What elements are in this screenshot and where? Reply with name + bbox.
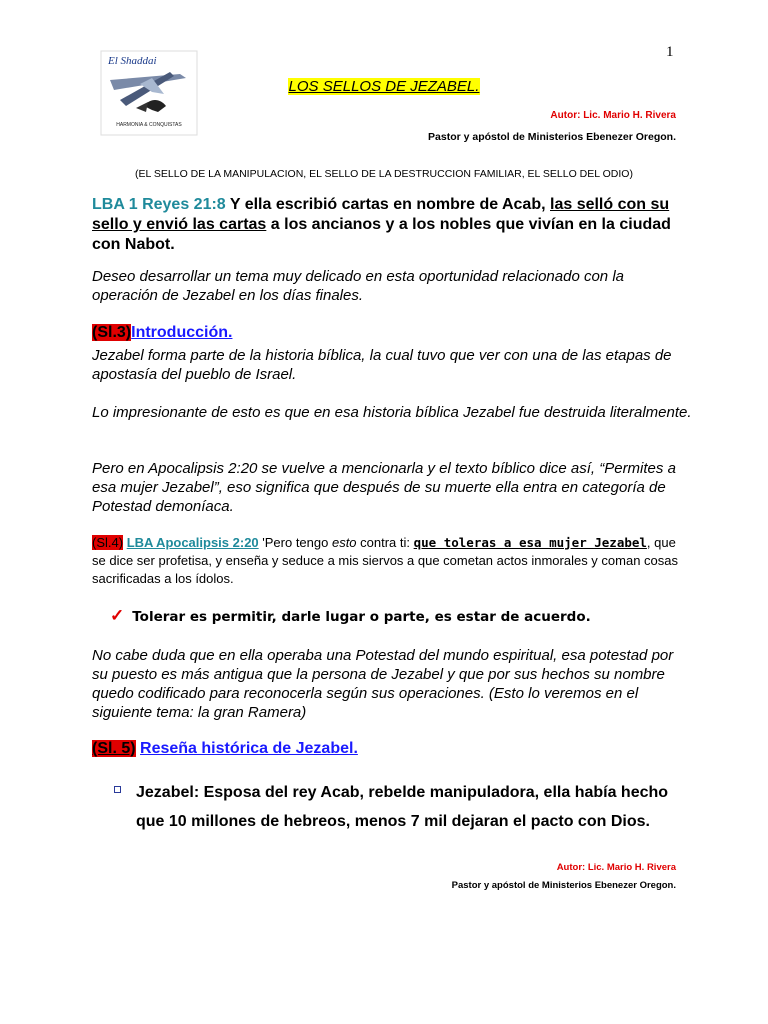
section-heading: Introducción. [131,324,233,341]
intro-paragraph: Deseo desarrollar un tema muy delicado en esta oportunidad relacionado con la operación de Jezabel en los días finales. [92,268,624,304]
paragraph-1: Jezabel forma parte de la historia bíblica, la cual tuvo que ver con una de las etapas de apostasía del pueblo de Israel. [92,347,672,383]
page-number: 1 [666,44,674,60]
verse-ref: LBA Apocalipsis 2:20 [126,535,259,550]
checkmark-icon: ✓ [110,606,125,625]
seals-subtitle: (EL SELLO DE LA MANIPULACION, EL SELLO DE LA DESTRUCCION FAMILIAR, EL SELLO DEL ODIO) [135,168,633,180]
author-line: Autor: Lic. Mario H. Rivera [550,110,676,121]
footer-author: Autor: Lic. Mario H. Rivera [556,862,676,873]
bullet-item: Jezabel: Esposa del rey Acab, rebelde manipuladora, ella había hecho que 10 millones de hebreos, menos 7 mil dejaran el pacto con Dios. [114,778,694,836]
section-resena [92,740,692,758]
document-title: LOS SELLOS DE JEZABEL. [288,78,480,95]
section-heading: Reseña histórica de Jezabel. [140,740,358,757]
slide-tag: (Sl. 5) [92,740,136,757]
verse-1-kings: LBA 1 Reyes 21:8 Y ella escribió cartas en nombre de Acab, las selló con su sello y envió las cartas a los ancianos y a los nobles que vivían en la ciudad con Nabot. [92,196,671,253]
verse-apocalipsis: (Sl.4) LBA Apocalipsis 2:20 'Pero tengo esto contra ti: que toleras a esa mujer Jezabel, que se dice ser profetisa, y enseña y seduce a mis siervos a que cometan actos inmorales y coman cosas sacrificadas a los ídolos. [92,535,679,586]
slide-tag: (Sl.3) [92,324,132,341]
logo-text: El Shaddai [108,55,157,67]
slide-tag: (Sl.4) [92,535,124,550]
paragraph-4: No cabe duda que en ella operaba una Potestad del mundo espiritual, esa potestad por su puesto es más antigua que la persona de Jezabel y que por sus hechos su nombre quedo codificado para reconocerla según sus operaciones. (Esto lo veremos en el siguiente tema: la gran Ramera) [92,647,674,721]
verse-ref: LBA 1 Reyes 21:8 [92,196,226,213]
logo-motto: HARMONIA & CONQUISTAS [116,122,182,128]
section-introduccion [92,324,692,342]
pastor-line: Pastor y apóstol de Ministerios Ebenezer Oregon. [428,131,676,143]
checklist-item: ✓ Tolerar es permitir, darle lugar o parte, es estar de acuerdo. [110,606,591,625]
paragraph-2: Lo impresionante de esto es que en esa historia bíblica Jezabel fue destruida literalmente. [92,404,692,421]
footer-pastor: Pastor y apóstol de Ministerios Ebenezer Oregon. [451,880,676,891]
paragraph-3: Pero en Apocalipsis 2:20 se vuelve a mencionarla y el texto bíblico dice así, “Permites a esa mujer Jezabel”, eso significa que después de su muerte ella entra en categoría de Potestad demoníaca. [92,460,676,515]
square-bullet-icon [114,786,121,793]
